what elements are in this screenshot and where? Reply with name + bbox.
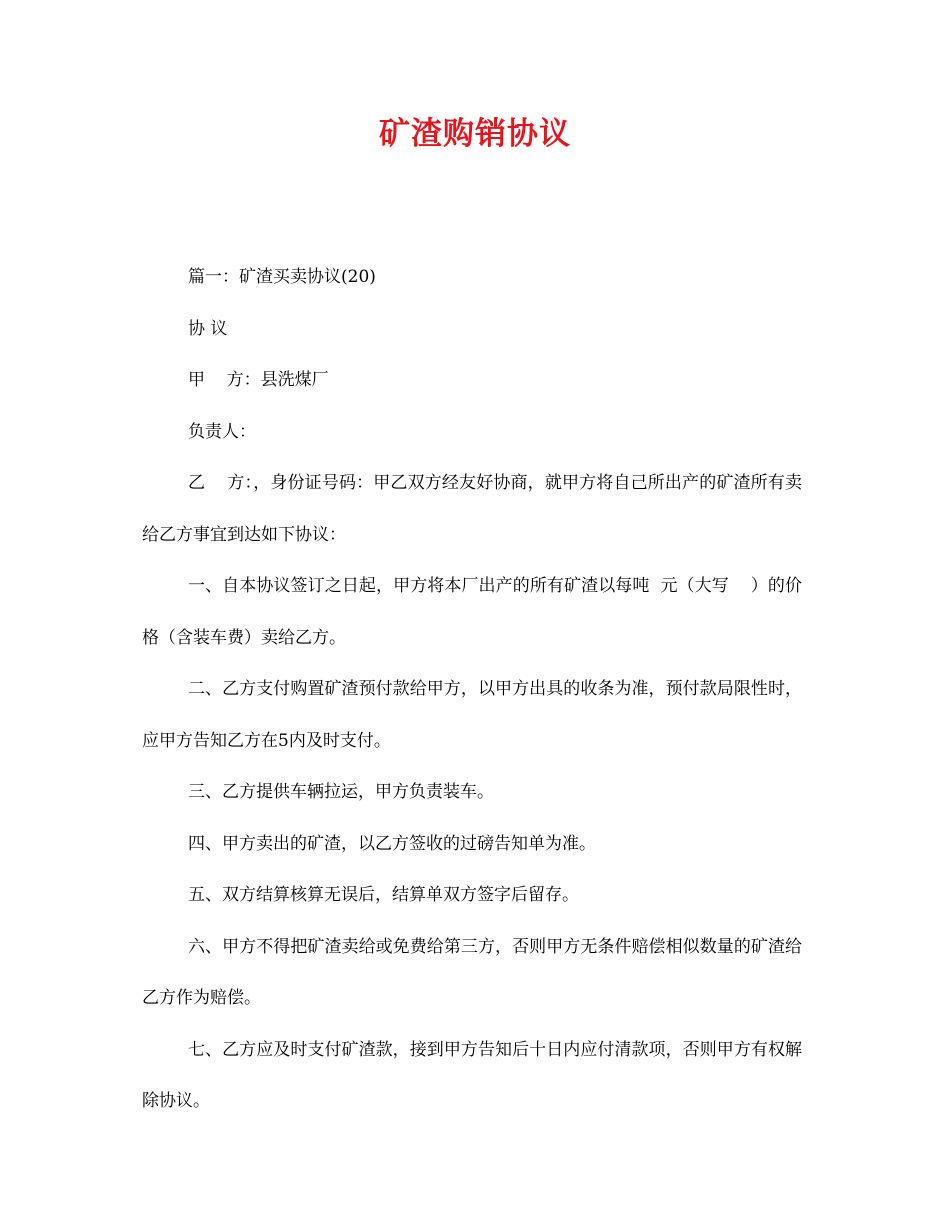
paragraph-party-b: 乙 方：，身份证号码：甲乙双方经友好协商，就甲方将自己所出产的矿渣所有卖给乙方事宜到达如下协议： bbox=[142, 473, 802, 545]
paragraph-section-heading: 篇一：矿渣买卖协议(20) bbox=[188, 267, 376, 287]
paragraph-clause-4: 四、甲方卖出的矿渣，以乙方签收的过磅告知单为准。 bbox=[188, 833, 596, 854]
paragraph-clause-1: 一、自本协议签订之日起，甲方将本厂出产的所有矿渣以每吨 元（大写 ）的价格（含装车费）卖给乙方。 bbox=[142, 576, 802, 648]
paragraph-clause-2: 二、乙方支付购置矿渣预付款给甲方，以甲方出具的收条为准，预付款局限性时，应甲方告知乙方在5内及时支付。 bbox=[142, 679, 802, 751]
paragraph-clause-3: 三、乙方提供车辆拉运，甲方负责装车。 bbox=[188, 782, 494, 802]
paragraph-responsible-person: 负责人： bbox=[188, 421, 256, 442]
paragraph-clause-5: 五、双方结算核算无误后，结算单双方签字后留存。 bbox=[188, 885, 579, 905]
paragraph-clause-7: 七、乙方应及时支付矿渣款，接到甲方告知后十日内应付清款项，否则甲方有权解除协议。 bbox=[142, 1039, 802, 1111]
paragraph-party-a: 甲 方：县洗煤厂 bbox=[188, 370, 329, 390]
paragraph-clause-6: 六、甲方不得把矿渣卖给或免费给第三方，否则甲方无条件赔偿相似数量的矿渣给乙方作为赔偿。 bbox=[142, 936, 802, 1008]
document-title: 矿渣购销协议 bbox=[379, 116, 571, 152]
paragraph-agreement-label: 协 议 bbox=[188, 318, 228, 339]
document-body bbox=[142, 252, 802, 1128]
